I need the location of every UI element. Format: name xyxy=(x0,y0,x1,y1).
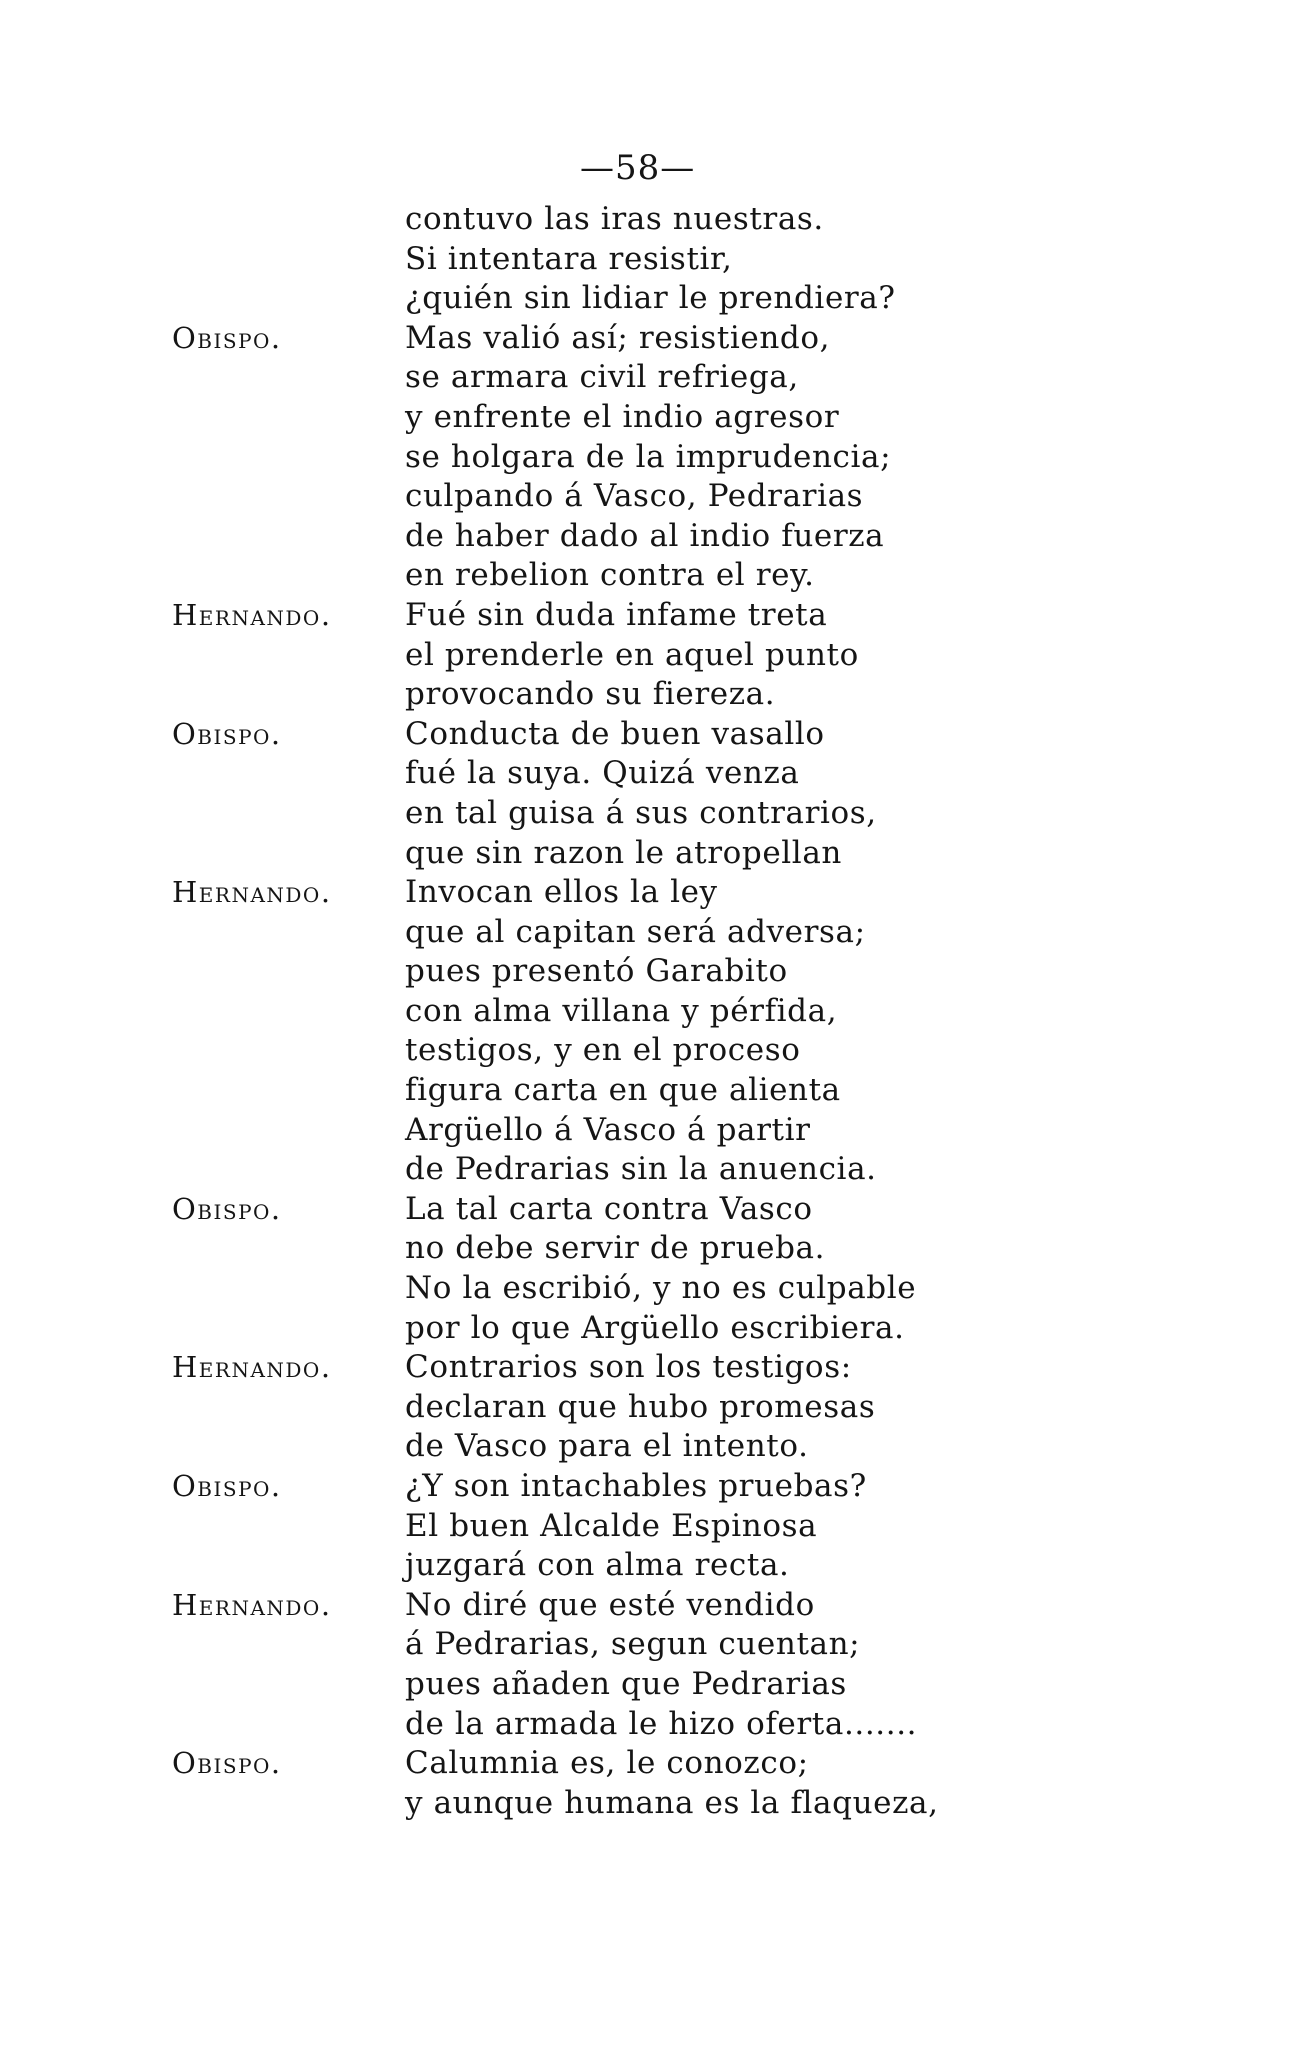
verse-text: no debe servir de prueba. xyxy=(405,1230,826,1267)
verse-text: ¿Y son intachables pruebas? xyxy=(405,1468,867,1504)
verse-line xyxy=(0,1388,1315,1428)
verse-text: Invocan ellos la ley xyxy=(405,874,718,911)
verse-text: contuvo las iras nuestras. xyxy=(405,201,824,237)
verse-text: La tal carta contra Vasco xyxy=(405,1190,813,1227)
verse-text: Calumnia es, le conozco; xyxy=(405,1745,809,1782)
verse-line xyxy=(0,1150,1315,1190)
verse-text: de haber dado al indio fuerza xyxy=(405,517,885,554)
verse-text: el prenderle en aquel punto xyxy=(405,636,859,673)
verse-text: No diré que esté vendido xyxy=(405,1586,815,1623)
verse-text: culpando á Vasco, Pedrarias xyxy=(405,478,864,515)
verse-text: Mas valió así; resistiendo, xyxy=(405,319,831,356)
verse-line xyxy=(0,1348,1315,1388)
verse-text: con alma villana y pérfida, xyxy=(405,992,838,1029)
verse-line xyxy=(0,1744,1315,1784)
verse-text: Argüello á Vasco á partir xyxy=(405,1111,811,1148)
page-number: —58— xyxy=(580,148,696,188)
verse-line xyxy=(0,200,1315,240)
verse-text: Si intentara resistir, xyxy=(405,240,733,277)
verse-line xyxy=(0,398,1315,438)
verse-text: y enfrente el indio agresor xyxy=(405,398,840,435)
verse-text: Fué sin duda infame treta xyxy=(405,596,828,633)
speaker-name: Obispo. xyxy=(172,1191,282,1226)
verse-text: El buen Alcalde Espinosa xyxy=(405,1507,818,1544)
verse-line xyxy=(0,1507,1315,1547)
verse-text: pues presentó Garabito xyxy=(405,953,788,990)
verse-line xyxy=(0,358,1315,398)
verse-text: figura carta en que alienta xyxy=(405,1072,841,1109)
verse-line xyxy=(0,1665,1315,1705)
verse-dialogue xyxy=(0,200,1315,1823)
verse-line xyxy=(0,240,1315,280)
verse-line xyxy=(0,715,1315,755)
speaker-name: Hernando. xyxy=(172,875,332,910)
verse-text: por lo que Argüello escribiera. xyxy=(405,1309,905,1346)
speaker-name: Hernando. xyxy=(172,1350,332,1385)
verse-line xyxy=(0,1031,1315,1071)
verse-line xyxy=(0,794,1315,834)
verse-line xyxy=(0,1309,1315,1349)
verse-line xyxy=(0,517,1315,557)
verse-line xyxy=(0,992,1315,1032)
verse-line xyxy=(0,675,1315,715)
verse-text: ¿quién sin lidiar le prendiera? xyxy=(405,280,896,317)
verse-text: á Pedrarias, segun cuentan; xyxy=(405,1626,861,1663)
verse-text: de la armada le hizo oferta....... xyxy=(405,1705,918,1742)
verse-text: pues añaden que Pedrarias xyxy=(405,1665,847,1702)
verse-text: se armara civil refriega, xyxy=(405,359,799,396)
verse-line xyxy=(0,438,1315,478)
verse-line xyxy=(0,1229,1315,1269)
speaker-name: Obispo. xyxy=(172,320,282,355)
verse-text: fué la suya. Quizá venza xyxy=(405,755,800,792)
verse-text: en rebelion contra el rey. xyxy=(405,557,815,594)
verse-line xyxy=(0,873,1315,913)
verse-line xyxy=(0,1111,1315,1151)
verse-text: de Vasco para el intento. xyxy=(405,1428,809,1465)
verse-line xyxy=(0,1190,1315,1230)
verse-line xyxy=(0,596,1315,636)
verse-line xyxy=(0,913,1315,953)
verse-line xyxy=(0,636,1315,676)
verse-line xyxy=(0,952,1315,992)
verse-text: se holgara de la imprudencia; xyxy=(405,438,892,475)
speaker-name: Obispo. xyxy=(172,1469,282,1503)
verse-text: y aunque humana es la flaqueza, xyxy=(405,1784,939,1821)
verse-text: en tal guisa á sus contrarios, xyxy=(405,794,877,831)
verse-text: Contrarios son los testigos: xyxy=(405,1349,852,1386)
verse-line xyxy=(0,1269,1315,1309)
verse-line xyxy=(0,279,1315,319)
verse-line xyxy=(0,477,1315,517)
verse-text: que sin razon le atropellan xyxy=(405,834,842,871)
verse-line xyxy=(0,1071,1315,1111)
verse-text: No la escribió, y no es culpable xyxy=(405,1270,917,1307)
verse-line xyxy=(0,1467,1315,1507)
verse-line xyxy=(0,1784,1315,1824)
verse-text: provocando su fiereza. xyxy=(405,676,776,713)
verse-line xyxy=(0,1625,1315,1665)
verse-line xyxy=(0,1705,1315,1745)
verse-line xyxy=(0,1427,1315,1467)
speaker-name: Obispo. xyxy=(172,716,282,751)
verse-line xyxy=(0,1546,1315,1586)
verse-line xyxy=(0,754,1315,794)
verse-line xyxy=(0,834,1315,874)
verse-line xyxy=(0,319,1315,359)
verse-text: de Pedrarias sin la anuencia. xyxy=(405,1151,877,1188)
verse-text: que al capitan será adversa; xyxy=(405,913,866,950)
verse-text: declaran que hubo promesas xyxy=(405,1388,876,1425)
verse-line xyxy=(0,556,1315,596)
speaker-name: Obispo. xyxy=(172,1746,282,1781)
speaker-name: Hernando. xyxy=(172,1587,332,1622)
verse-text: testigos, y en el proceso xyxy=(405,1032,801,1069)
verse-text: Conducta de buen vasallo xyxy=(405,715,825,752)
verse-text: juzgará con alma recta. xyxy=(405,1547,790,1584)
verse-line xyxy=(0,1586,1315,1626)
speaker-name: Hernando. xyxy=(172,597,332,632)
